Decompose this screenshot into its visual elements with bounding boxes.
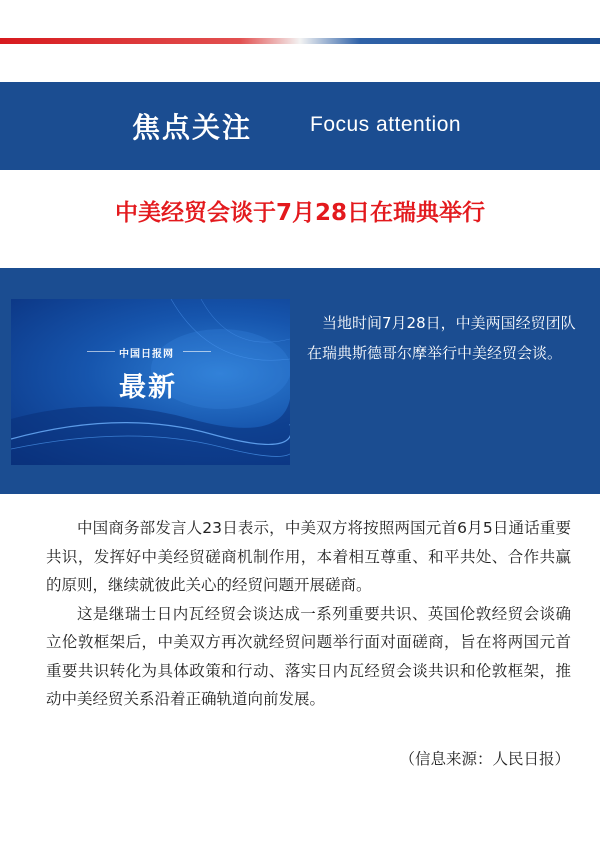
section-banner — [0, 82, 600, 170]
body-paragraph-2: 这是继瑞士日内瓦经贸会谈达成一系列重要共识、英国伦敦经贸会谈确立伦敦框架后，中美双方再次就经贸问题举行面对面磋商，旨在将两国元首重要共识转化为具体政策和行动、落实日内瓦经贸会谈共识和伦敦框架，推动中美经贸关系沿着正确轨道向前发展。 — [46, 604, 571, 708]
logo-divider-right — [183, 351, 211, 352]
body-paragraph-1: 中国商务部发言人23日表示，中美双方将按照两国元首6月5日通话重要共识，发挥好中美经贸磋商机制作用，本着相互尊重、和平共处、合作共赢的原则，继续就彼此关心的经贸问题开展磋商。 — [46, 519, 571, 594]
feature-image — [11, 299, 290, 465]
top-stripe-red — [0, 38, 300, 44]
top-stripe-blue — [300, 38, 600, 44]
article-headline: 中美经贸会谈于7月28日在瑞典举行 — [114, 200, 485, 226]
feature-summary-text: 当地时间7月28日，中美两国经贸团队在瑞典斯德哥尔摩举行中美经贸会谈。 — [307, 314, 576, 362]
banner-title-en: Focus attention — [310, 113, 462, 136]
banner-title-cn: 焦点关注 — [132, 111, 253, 144]
feature-panel — [0, 268, 600, 494]
article-body — [46, 514, 571, 714]
top-color-stripe — [0, 38, 600, 44]
image-title: 最新 — [119, 372, 177, 403]
source-attribution: （信息来源：人民日报） — [399, 750, 570, 768]
image-logo-text: 中国日报网 — [119, 349, 174, 360]
logo-divider-left — [87, 351, 115, 352]
